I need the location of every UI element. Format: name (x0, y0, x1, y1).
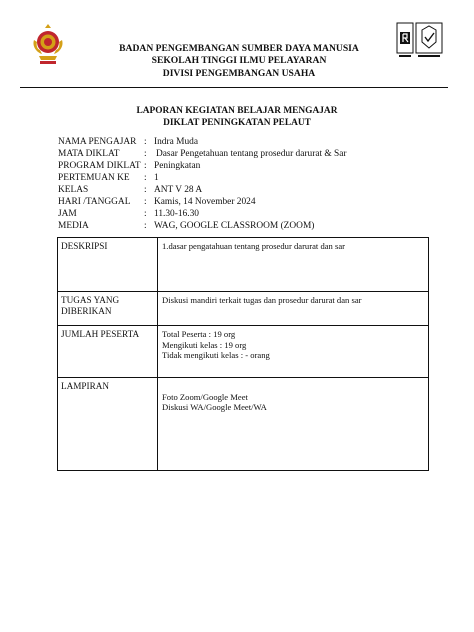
table-cell-content (162, 295, 424, 306)
content-line: Diskusi mandiri terkait tugas dan prosedur darurat dan sar (162, 295, 362, 305)
info-colon: : (144, 149, 147, 159)
report-table (57, 237, 429, 471)
content-line: Tidak mengikuti kelas : - orang (162, 350, 270, 361)
table-row-deskripsi (58, 238, 428, 291)
certification-mark-icon (396, 22, 444, 62)
info-label: PROGRAM DIKLAT (58, 161, 141, 171)
table-row-jumlah-peserta (58, 325, 428, 378)
content-line: Mengikuti kelas : 19 org (162, 339, 247, 350)
report-title (60, 106, 414, 129)
info-value: WAG, GOOGLE CLASSROOM (ZOOM) (154, 221, 315, 231)
report-title-line-1: LAPORAN KEGIATAN BELAJAR MENGAJAR (136, 106, 338, 116)
info-value: 1 (154, 173, 159, 183)
info-label: JAM (58, 209, 77, 219)
table-cell-label: JUMLAH PESERTA (61, 329, 140, 339)
content-line: Diskusi WA/Google Meet/WA (162, 402, 267, 413)
info-value: Peningkatan (154, 161, 201, 171)
content-line: Total Peserta : 19 org (162, 329, 236, 339)
info-value: Dasar Pengetahuan tentang prosedur darurat & Sar (156, 149, 347, 159)
content-line: Foto Zoom/Google Meet (162, 391, 248, 402)
table-cell-content (162, 241, 424, 252)
info-label: PERTEMUAN KE (58, 173, 130, 183)
info-label: KELAS (58, 185, 89, 195)
report-title-line-2: DIKLAT PENINGKATAN PELAUT (163, 117, 311, 128)
header-line-3: DIVISI PENGEMBANGAN USAHA (162, 67, 316, 79)
table-row-lampiran (58, 377, 428, 471)
table-cell-content (162, 381, 424, 413)
table-row-tugas (58, 291, 428, 326)
content-line: 1.dasar pengatahuan tentang prosedur darurat dan sar (162, 241, 346, 251)
header-divider (20, 87, 448, 88)
content-line (162, 381, 424, 392)
stip-emblem-icon (30, 22, 66, 68)
header-line-2: SEKOLAH TINGGI ILMU PELAYARAN (151, 55, 327, 67)
info-colon: : (144, 173, 147, 183)
info-value: Kamis, 14 November 2024 (154, 197, 256, 207)
info-label: MATA DIKLAT (58, 149, 120, 159)
info-colon: : (144, 137, 147, 147)
info-colon: : (144, 221, 147, 231)
info-label: HARI /TANGGAL (58, 197, 131, 207)
info-colon: : (144, 197, 147, 207)
info-value: 11.30-16.30 (154, 209, 199, 219)
info-label: MEDIA (58, 221, 89, 231)
table-cell-label: LAMPIRAN (61, 381, 109, 391)
info-value: ANT V 28 A (154, 185, 203, 195)
table-cell-content (162, 329, 424, 361)
table-cell-label: DESKRIPSI (61, 241, 108, 251)
table-cell-label: TUGAS YANG DIBERIKAN (61, 295, 120, 316)
info-colon: : (144, 161, 147, 171)
institution-header (80, 43, 398, 80)
info-colon: : (144, 209, 147, 219)
info-value: Indra Muda (154, 137, 198, 147)
info-label: NAMA PENGAJAR (58, 137, 137, 147)
header-line-1: BADAN PENGEMBANGAN SUMBER DAYA MANUSIA (119, 43, 359, 54)
info-colon: : (144, 185, 147, 195)
